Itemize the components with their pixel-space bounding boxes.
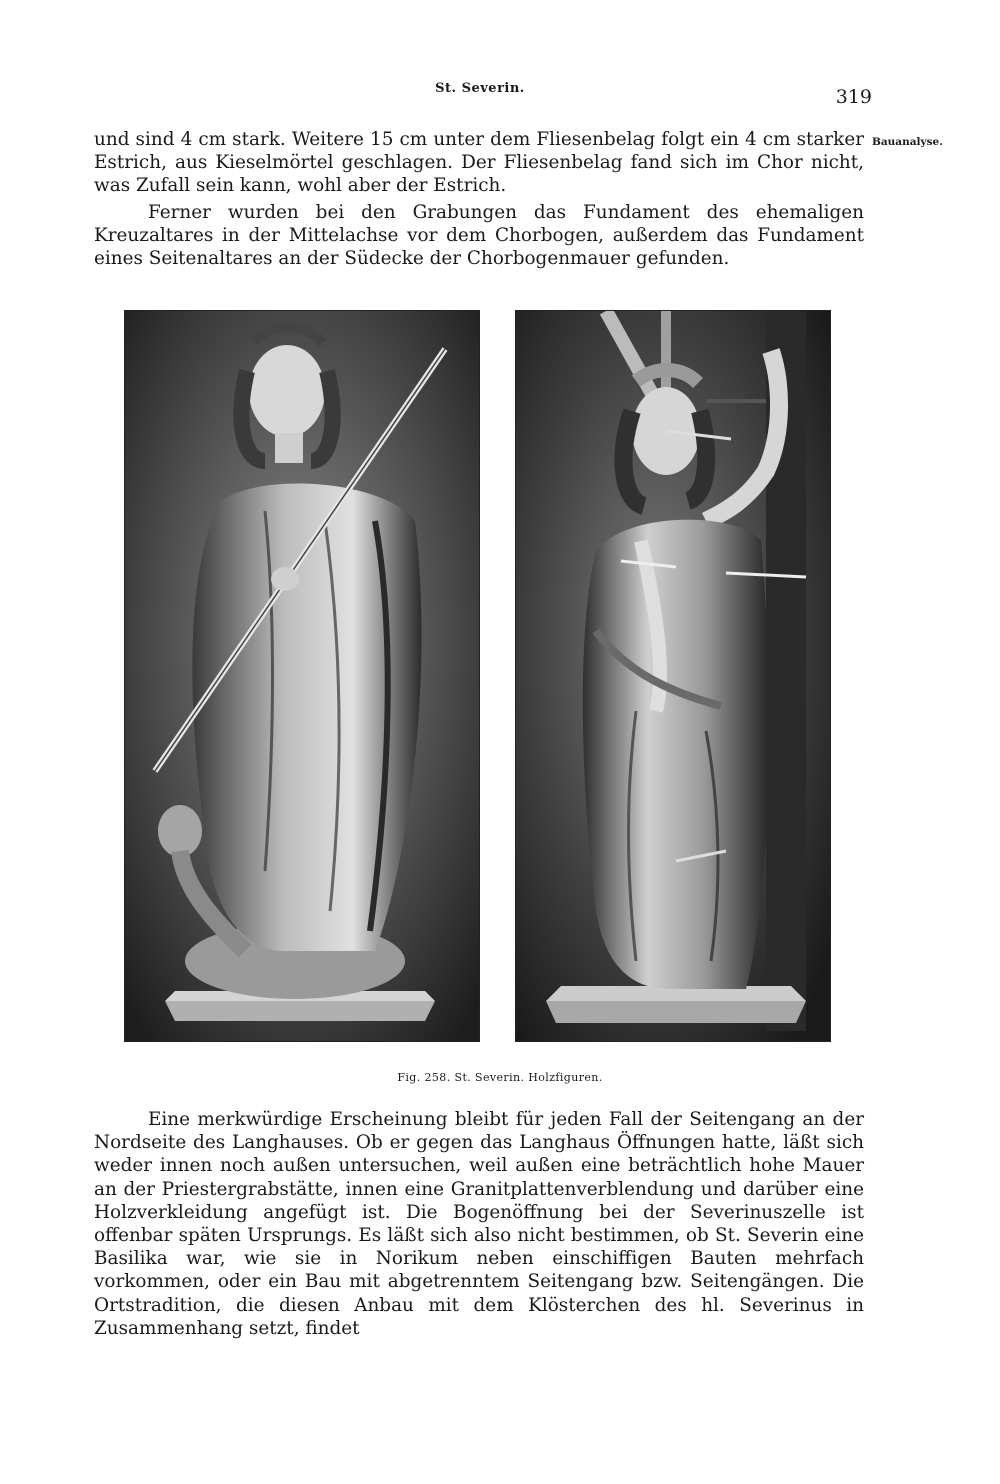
paragraph-2: Ferner wurden bei den Grabungen das Fundament des ehemaligen Kreuzaltares in der Mittelachse vor dem Chorbogen, außerdem das Fundament eines Seitenaltares an der Südecke der Chorbogenmauer gefunden. bbox=[94, 201, 864, 270]
margin-note: Bauanalyse. bbox=[872, 136, 943, 148]
photo-right-illustration bbox=[516, 311, 830, 1041]
paragraph-3: Eine merkwürdige Erscheinung bleibt für jeden Fall der Seitengang an der Nordseite des Langhauses. Ob er gegen das Langhaus Öffnungen hatte, läßt sich weder innen noch außen untersuchen, weil außen eine beträchtlich hohe Mauer an der Priestergrabstätte, innen eine Granitplattenverblendung und darüber eine Holzverkleidung angefügt ist. Die Bogenöffnung bei der Severinuszelle ist offenbar späten Ursprungs. Es läßt sich also nicht bestimmen, ob St. Severin eine Basilika war, wie sie in Norikum neben einschiffigen Bauten mehrfach vorkommen, oder ein Bau mit abgetrenntem Seitengang bzw. Seitengängen. Die Ortstradition, die diesen Anbau mit dem Klösterchen des hl. Severinus in Zusammenhang setzt, findet bbox=[94, 1109, 864, 1339]
paragraph-1: und sind 4 cm stark. Weitere 15 cm unter dem Fliesenbelag folgt ein 4 cm starker Estrich, aus Kieselmörtel geschlagen. Der Fliesenbelag fand sich im Chor nicht, was Zufall sein kann, wohl aber der Estrich. bbox=[94, 129, 864, 197]
figure-photo-left bbox=[124, 310, 480, 1042]
figure-photo-right bbox=[515, 310, 831, 1042]
photo-left-illustration bbox=[125, 311, 479, 1041]
page-number: 319 bbox=[835, 86, 872, 108]
figure-caption: Fig. 258. St. Severin. Holzfiguren. bbox=[397, 1071, 603, 1084]
text-block-bottom bbox=[94, 1108, 864, 1340]
text-block-top bbox=[94, 128, 864, 270]
running-title: St. Severin. bbox=[435, 81, 525, 96]
